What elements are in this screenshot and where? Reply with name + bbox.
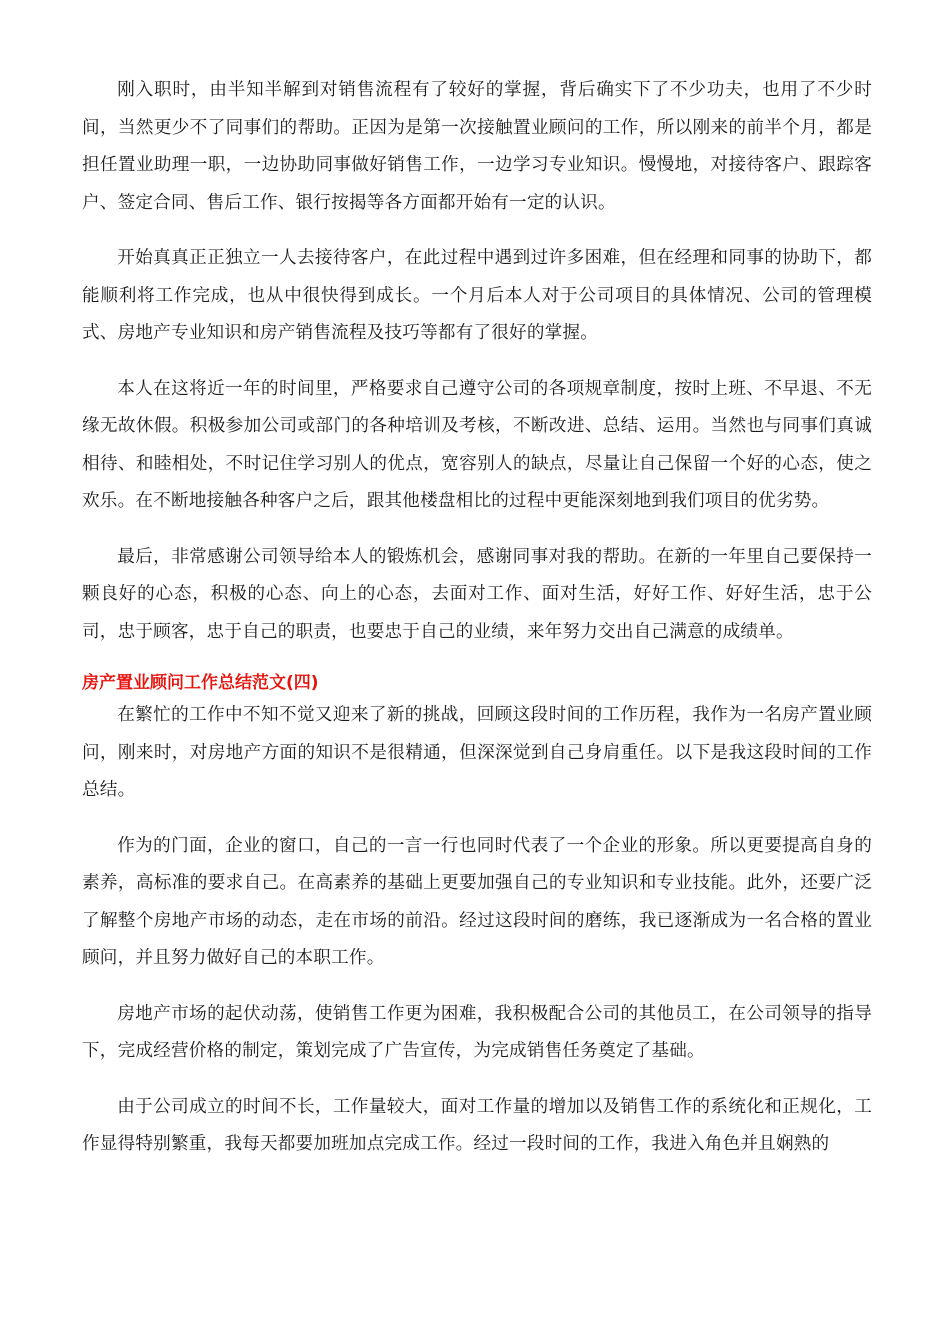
paragraph-image: 作为的门面，企业的窗口，自己的一言一行也同时代表了一个企业的形象。所以更要提高自身的素养，高标准的要求自己。在高素养的基础上更要加强自己的专业知识和专业技能。此外，还要广泛了解整个房地产市场的动态，走在市场的前沿。经过这段时间的磨练，我已逐渐成为一名合格的置业顾问，并且努力做好自己的本职工作。 (82, 835, 872, 968)
section-heading: 房产置业顾问工作总结范文(四) (82, 673, 319, 693)
paragraph-market: 房地产市场的起伏动荡，使销售工作更为困难，我积极配合公司的其他员工，在公司领导的指导下，完成经营价格的制定，策划完成了广告宣传，为完成销售任务奠定了基础。 (82, 1003, 872, 1061)
paragraph-workload: 由于公司成立的时间不长，工作量较大，面对工作量的增加以及销售工作的系统化和正规化，工作显得特别繁重，我每天都要加班加点完成工作。经过一段时间的工作，我进入角色并且娴熟的 (82, 1096, 872, 1154)
paragraph-independent-work: 开始真真正正独立一人去接待客户，在此过程中遇到过许多困难，但在经理和同事的协助下，都能顺利将工作完成，也从中很快得到成长。一个月后本人对于公司项目的具体情况、公司的管理模式、房地产专业知识和房产销售流程及技巧等都有了很好的掌握。 (82, 248, 872, 343)
paragraph-onboarding: 刚入职时，由半知半解到对销售流程有了较好的掌握，背后确实下了不少功夫，也用了不少时间，当然更少不了同事们的帮助。正因为是第一次接触置业顾问的工作，所以刚来的前半个月，都是担任置业助理一职，一边协助同事做好销售工作，一边学习专业知识。慢慢地，对接待客户、跟踪客户、签定合同、售后工作、银行按揭等各方面都开始有一定的认识。 (82, 80, 872, 213)
paragraph-intro: 在繁忙的工作中不知不觉又迎来了新的挑战，回顾这段时间的工作历程，我作为一名房产置业顾问，刚来时，对房地产方面的知识不是很精通，但深深觉到自己身肩重任。以下是我这段时间的工作总结。 (82, 705, 872, 800)
document-page (82, 72, 872, 1182)
paragraph-gratitude: 最后，非常感谢公司领导给本人的锻炼机会，感谢同事对我的帮助。在新的一年里自己要保持一颗良好的心态，积极的心态、向上的心态，去面对工作、面对生活，好好工作、好好生活，忠于公司，忠于顾客，忠于自己的职责，也要忠于自己的业绩，来年努力交出自己满意的成绩单。 (82, 546, 872, 642)
paragraph-discipline: 本人在这将近一年的时间里，严格要求自己遵守公司的各项规章制度，按时上班、不早退、不无缘无故休假。积极参加公司或部门的各种培训及考核，不断改进、总结、运用。当然也与同事们真诚相待、和睦相处，不时记住学习别人的优点，宽容别人的缺点，尽量让自己保留一个好的心态，使之欢乐。在不断地接触各种客户之后，跟其他楼盘相比的过程中更能深刻地到我们项目的优劣势。 (82, 378, 872, 511)
